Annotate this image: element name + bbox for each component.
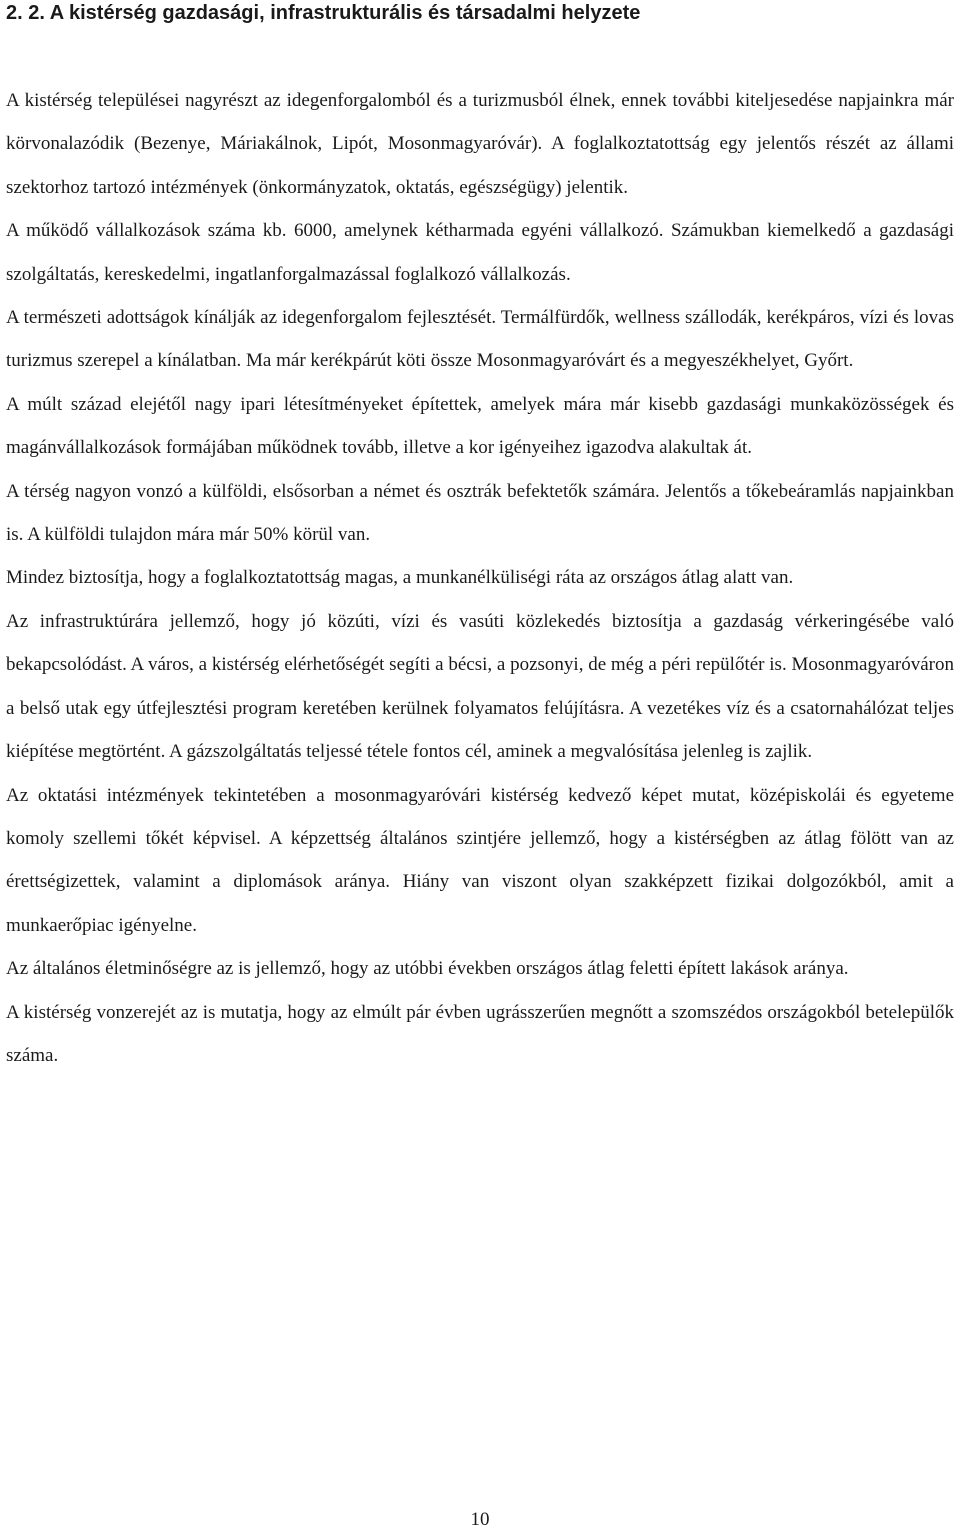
document-page [6, 0, 954, 1066]
paragraph-tourism: A kistérség települései nagyrészt az idegenforgalomból és a turizmusból élnek, ennek további kiteljesedése napjainkra már körvonalazódik (Bezenye, Máriakálnok, Lipót, Mosonmagyaróvár). A foglalkoztatottság egy jelentős részét az állami szektorhoz tartozó intézmények (önkormányzatok, oktatás, egészségügy) jelentik. [6, 90, 954, 198]
paragraph-education: Az oktatási intézmények tekintetében a mosonmagyaróvári kistérség kedvező képet mutat, középiskolái és egyeteme komoly szellemi tőkét képvisel. A képzettség általános szintjére jellemző, hogy a kistérségben az átlag fölött van az érettségizettek, valamint a diplomások aránya. Hiány van viszont olyan szakképzett fizikai dolgozókból, amit a munkaerőpiac igényelne. [6, 784, 954, 936]
paragraph-infrastructure: Az infrastruktúrára jellemző, hogy jó közúti, vízi és vasúti közlekedés biztosítja a gazdaság vérkeringésébe való bekapcsolódást. A város, a kistérség elérhetőségét segíti a bécsi, a pozsonyi, de még a péri repülőtér is. Mosonmagyaróváron a belső utak egy útfejlesztési program keretében kerülnek folyamatos felújításra. A vezetékes víz és a csatornahálózat teljes kiépítése megtörtént. A gázszolgáltatás teljessé tétele fontos cél, aminek a megvalósítása jelenleg is zajlik. [6, 610, 954, 763]
body-text [6, 79, 954, 1077]
paragraph-natural-assets: A természeti adottságok kínálják az idegenforgalom fejlesztését. Termálfürdők, wellness szállodák, kerékpáros, vízi és lovas turizmus szerepel a kínálatban. Ma már kerékpárút köti össze Mosonmagyaróvárt és a megyeszékhelyet, Győrt. [6, 307, 954, 372]
section-heading: 2. 2. A kistérség gazdasági, infrastrukturális és társadalmi helyzete [6, 2, 641, 24]
paragraph-attraction: A kistérség vonzerejét az is mutatja, hogy az elmúlt pár évben ugrásszerűen megnőtt a szomszédos országokból betelepülők száma. [6, 1001, 954, 1066]
page-number: 10 [470, 1509, 490, 1530]
paragraph-employment: Mindez biztosítja, hogy a foglalkoztatottság magas, a munkanélküliségi ráta az országos átlag alatt van. [6, 567, 794, 589]
paragraph-quality-of-life: Az általános életminőségre az is jellemző, hogy az utóbbi években országos átlag feletti épített lakások aránya. [6, 958, 849, 980]
paragraph-enterprises: A működő vállalkozások száma kb. 6000, amelynek kétharmada egyéni vállalkozó. Számukban kiemelkedő a gazdasági szolgáltatás, kereskedelmi, ingatlanforgalmazással foglalkozó vállalkozás. [6, 220, 954, 285]
paragraph-industry-history: A múlt század elejétől nagy ipari létesítményeket építettek, amelyek mára már kisebb gazdasági munkaközösségek és magánvállalkozások formájában működnek tovább, illetve a kor igényeihez igazodva alakultak át. [6, 393, 954, 459]
paragraph-investors: A térség nagyon vonzó a külföldi, elsősorban a német és osztrák befektetők számára. Jelentős a tőkebeáramlás napjainkban is. A külföldi tulajdon mára már 50% körül van. [6, 480, 954, 546]
